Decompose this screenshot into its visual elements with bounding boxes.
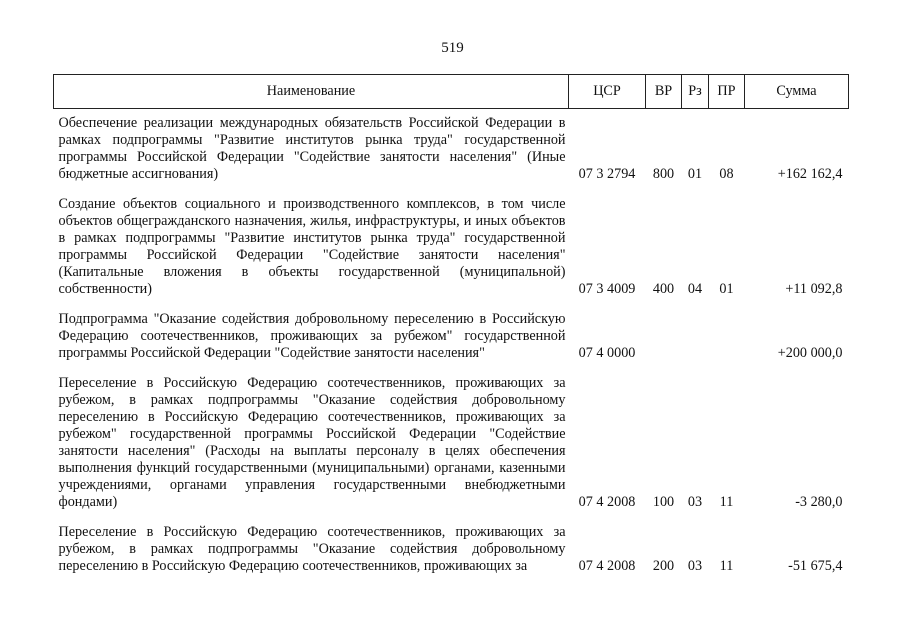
row-name: Подпрограмма "Оказание содействия добровольному переселению в Российскую Федерацию соотечественников, проживающих за рубежом" государственной программы Российской Федерации "Содействие занятости населения"	[58, 311, 566, 361]
row-rz: 04	[687, 281, 703, 297]
row-name: Переселение в Российскую Федерацию соотечественников, проживающих за рубежом, в рамках подпрограммы "Оказание содействия добровольному переселению в Российскую Федерацию соотечественников, проживающих за рубежом" государственной программы Российской Федерации "Содействие занятости населения" (Расходы на выплаты персоналу в целях обеспечения выполнения функций государственными (муниципальными) органами, казенными учреждениями, органами управления государственными внебюджетными фондами)	[58, 375, 566, 510]
row-csr: 07 4 2008	[578, 494, 636, 510]
header-vr: ВР	[646, 75, 682, 109]
row-rz: 03	[687, 558, 703, 574]
row-pr: 08	[719, 166, 734, 182]
table-row	[54, 375, 849, 511]
row-vr: 100	[652, 494, 675, 510]
page-number: 519	[441, 40, 464, 56]
row-name: Переселение в Российскую Федерацию соотечественников, проживающих за рубежом, в рамках подпрограммы "Оказание содействия добровольному переселению в Российскую Федерацию соотечественников, проживающих за	[58, 524, 566, 574]
row-vr: 200	[652, 558, 675, 574]
row-csr: 07 3 4009	[578, 281, 636, 297]
table-row	[54, 524, 849, 575]
row-sum: +162 162,4	[777, 166, 843, 182]
header-rz: Рз	[682, 75, 709, 109]
row-sum: -51 675,4	[788, 558, 843, 574]
row-csr: 07 3 2794	[578, 166, 636, 182]
row-vr: 400	[652, 281, 675, 297]
row-pr	[709, 311, 745, 362]
row-sum: -3 280,0	[795, 494, 843, 510]
row-rz	[682, 311, 709, 362]
budget-table	[53, 74, 849, 575]
row-name: Обеспечение реализации международных обязательств Российской Федерации в рамках подпрограммы "Развитие институтов рынка труда" государственной программы Российской Федерации "Содействие занятости населения" (Иные бюджетные ассигнования)	[58, 115, 566, 182]
row-spacer	[54, 183, 849, 196]
row-sum: +11 092,8	[785, 281, 843, 297]
row-pr: 01	[719, 281, 734, 297]
table-row	[54, 196, 849, 298]
row-spacer	[54, 511, 849, 524]
row-csr: 07 4 2008	[578, 558, 636, 574]
row-vr: 800	[652, 166, 675, 182]
row-spacer	[54, 362, 849, 375]
row-spacer	[54, 298, 849, 311]
row-pr: 11	[719, 494, 734, 510]
row-rz: 01	[687, 166, 703, 182]
table-row	[54, 311, 849, 362]
row-sum: +200 000,0	[777, 345, 843, 361]
row-csr: 07 4 0000	[578, 345, 636, 361]
row-vr	[646, 311, 682, 362]
row-name: Создание объектов социального и производственного комплексов, в том числе объектов общегражданского назначения, жилья, инфраструктуры, и иных объектов в рамках подпрограммы "Развитие институтов рынка труда" государственной программы Российской Федерации "Содействие занятости населения" (Капитальные вложения в объекты государственной (муниципальной) собственности)	[58, 196, 566, 297]
table-header-row	[54, 75, 849, 109]
header-csr: ЦСР	[569, 75, 646, 109]
table-row	[54, 109, 849, 184]
header-sum: Сумма	[745, 75, 849, 109]
header-name: Наименование	[54, 75, 569, 109]
header-pr: ПР	[709, 75, 745, 109]
row-pr: 11	[719, 558, 734, 574]
row-rz: 03	[687, 494, 703, 510]
